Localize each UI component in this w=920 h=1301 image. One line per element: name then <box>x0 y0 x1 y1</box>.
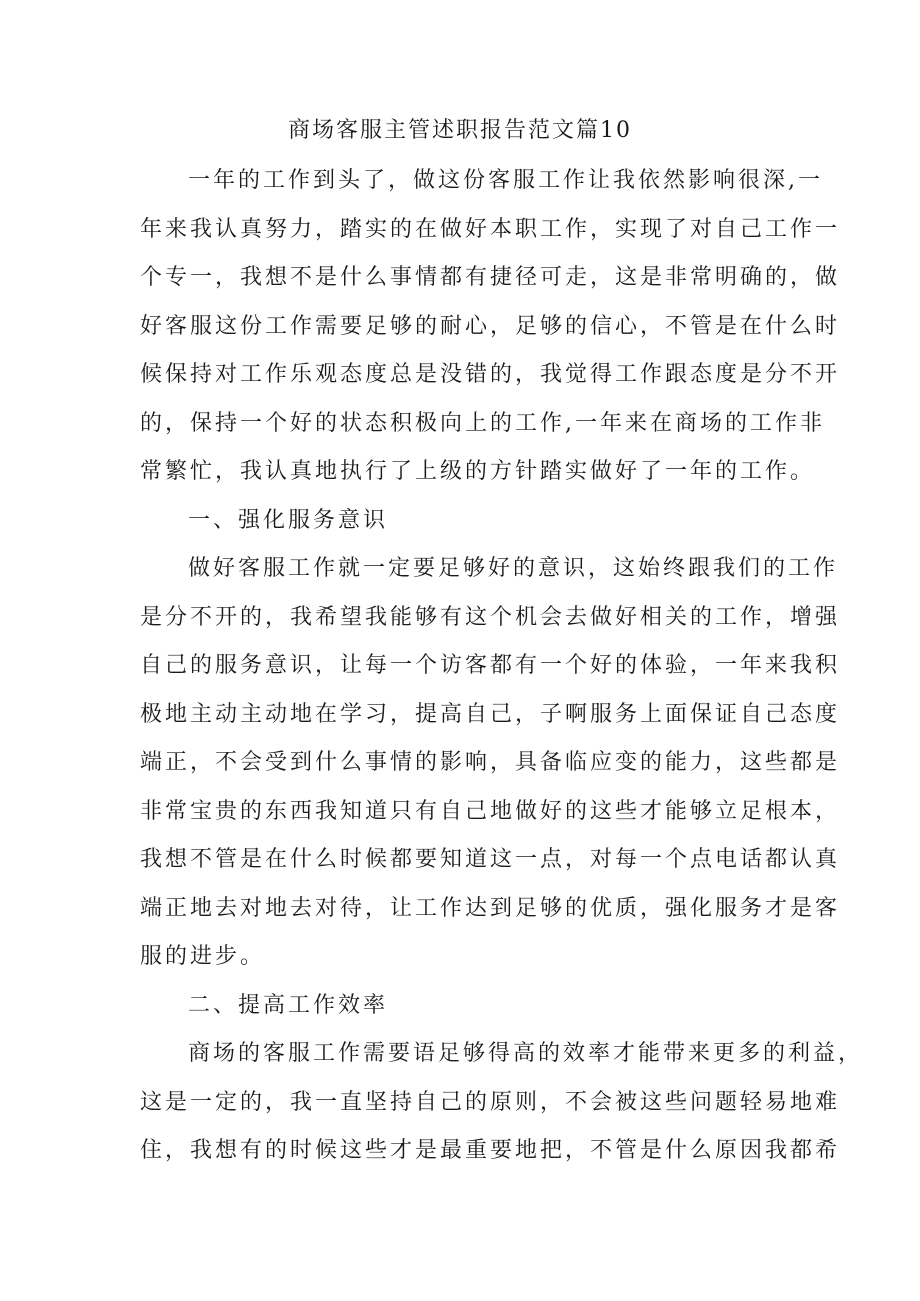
paragraph-line: 端正地去对地去对待，让工作达到足够的优质，强化服务才是客 <box>140 895 841 921</box>
document-title: 商场客服主管述职报告范文篇10 <box>288 118 632 143</box>
paragraph-line: 年来我认真努力，踏实的在做好本职工作，实现了对自己工作一 <box>140 216 841 242</box>
paragraph-line: 我想不管是在什么时候都要知道这一点，对每一个点电话都认真 <box>140 847 841 872</box>
paragraph-line: 候保持对工作乐观态度总是没错的，我觉得工作跟态度是分不开 <box>140 362 841 387</box>
paragraph-line: 的，保持一个好的状态积极向上的工作,一年来在商场的工作非 <box>140 410 825 436</box>
paragraph-line: 做好客服工作就一定要足够好的意识，这始终跟我们的工作 <box>188 556 839 581</box>
paragraph-line: 服的进步。 <box>140 944 266 969</box>
paragraph-line: 这是一定的，我一直坚持自己的原则，不会被这些问题轻易地难 <box>140 1089 841 1115</box>
intro-paragraph <box>140 157 864 1176</box>
paragraph-line: 端正，不会受到什么事情的影响，具备临应变的能力，这些都是 <box>140 750 841 775</box>
section-heading-2: 二、提高工作效率 <box>188 992 389 1018</box>
section-heading-1: 一、强化服务意识 <box>188 507 389 533</box>
paragraph-line: 非常宝贵的东西我知道只有自己地做好的这些才能够立足根本， <box>140 798 841 824</box>
paragraph-line: 商场的客服工作需要语足够得高的效率才能带来更多的利益， <box>188 1041 864 1066</box>
paragraph-line: 一年的工作到头了，做这份客服工作让我依然影响很深,一 <box>188 168 823 193</box>
paragraph-line: 住，我想有的时候这些才是最重要地把，不管是什么原因我都希 <box>140 1138 841 1163</box>
paragraph-line: 是分不开的，我希望我能够有这个机会去做好相关的工作，增强 <box>140 604 841 630</box>
paragraph-line: 自己的服务意识，让每一个访客都有一个好的体验，一年来我积 <box>140 653 841 678</box>
paragraph-line: 好客服这份工作需要足够的耐心，足够的信心，不管是在什么时 <box>140 313 841 339</box>
paragraph-line: 个专一，我想不是什么事情都有捷径可走，这是非常明确的，做 <box>140 265 841 290</box>
paragraph-line: 常繁忙，我认真地执行了上级的方针踏实做好了一年的工作。 <box>140 459 816 484</box>
paragraph-line: 极地主动主动地在学习，提高自己，子啊服务上面保证自己态度 <box>140 701 841 727</box>
